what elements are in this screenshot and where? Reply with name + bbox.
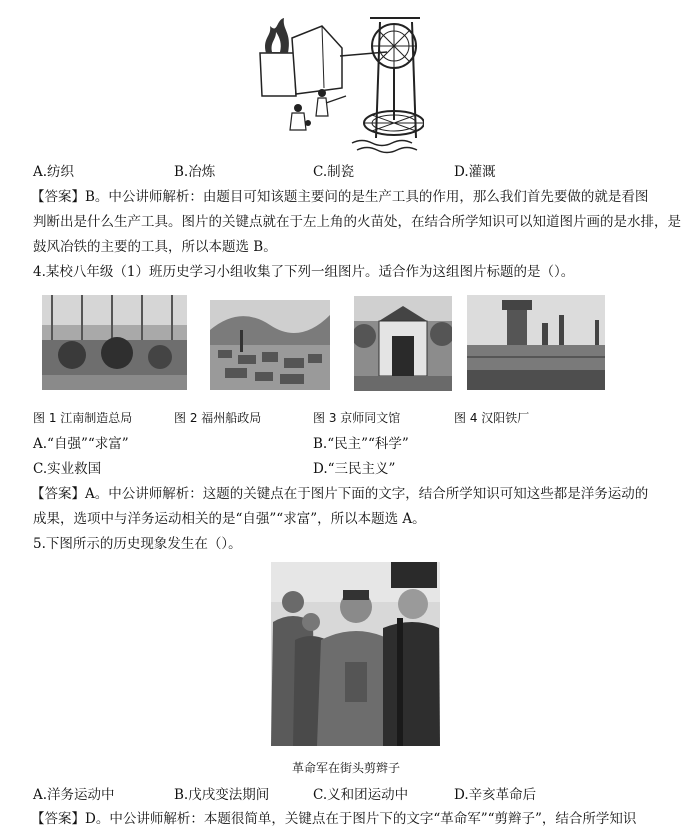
queue-cutting-photo	[271, 562, 440, 746]
q5-question: 5.下图所示的历史现象发生在（）。	[33, 536, 242, 552]
q5-option-a: A.洋务运动中	[33, 787, 115, 803]
q4-answer-line-1: 【答案】A。中公讲师解析：这题的关键点在于图片下面的文字，结合所学知识可知这些都是洋务运动的	[31, 486, 649, 502]
tongwen-guan-photo	[354, 296, 452, 391]
hanyang-ironworks-photo	[467, 295, 605, 390]
q4-option-c: C.实业救国	[33, 461, 102, 477]
q4-option-a: A.“自强”“求富”	[33, 436, 129, 452]
q5-option-c: C.义和团运动中	[313, 787, 409, 803]
q4-answer-line-2: 成果，选项中与洋务运动相关的是“自强”“求富”，所以本题选 A。	[33, 511, 426, 527]
q5-option-d: D.辛亥革命后	[454, 787, 537, 803]
q5-option-b: B.戊戌变法期间	[174, 787, 270, 803]
q3-option-a: A.纺织	[33, 164, 75, 180]
q4-caption-1: 图 1 江南制造总局	[33, 411, 133, 425]
q3-option-b: B.冶炼	[174, 164, 216, 180]
q3-answer-line-3: 鼓风冶铁的主要的工具，所以本题选 B。	[33, 239, 277, 255]
fuzhou-shipyard-photo	[210, 300, 330, 390]
q4-caption-4: 图 4 汉阳铁厂	[454, 411, 530, 425]
q4-option-b: B.“民主”“科学”	[313, 436, 409, 452]
jiangnan-arsenal-photo	[42, 295, 187, 390]
water-bellows-illustration	[252, 8, 424, 158]
q3-option-c: C.制瓷	[313, 164, 355, 180]
q5-caption: 革命军在街头剪辫子	[292, 761, 401, 775]
q4-option-d: D.“三民主义”	[313, 461, 396, 477]
q5-answer-line-1: 【答案】D。中公讲师解析：本题很简单，关键点在于图片下的文字“革命军”“剪辫子”，结合所学知识	[31, 811, 637, 827]
q3-answer-line-1: 【答案】B。中公讲师解析：由题目可知该题主要问的是生产工具的作用，那么我们首先要做的就是看图	[31, 189, 649, 205]
q4-caption-2: 图 2 福州船政局	[174, 411, 262, 425]
q3-option-d: D.灌溉	[454, 164, 496, 180]
q4-caption-3: 图 3 京师同文馆	[313, 411, 401, 425]
q4-question: 4.某校八年级（1）班历史学习小组收集了下列一组图片。适合作为这组图片标题的是（）。	[33, 264, 575, 280]
q3-answer-line-2: 判断出是什么生产工具。图片的关键点就在于左上角的火苗处，在结合所学知识可以知道图片画的是水排，是	[33, 214, 681, 230]
